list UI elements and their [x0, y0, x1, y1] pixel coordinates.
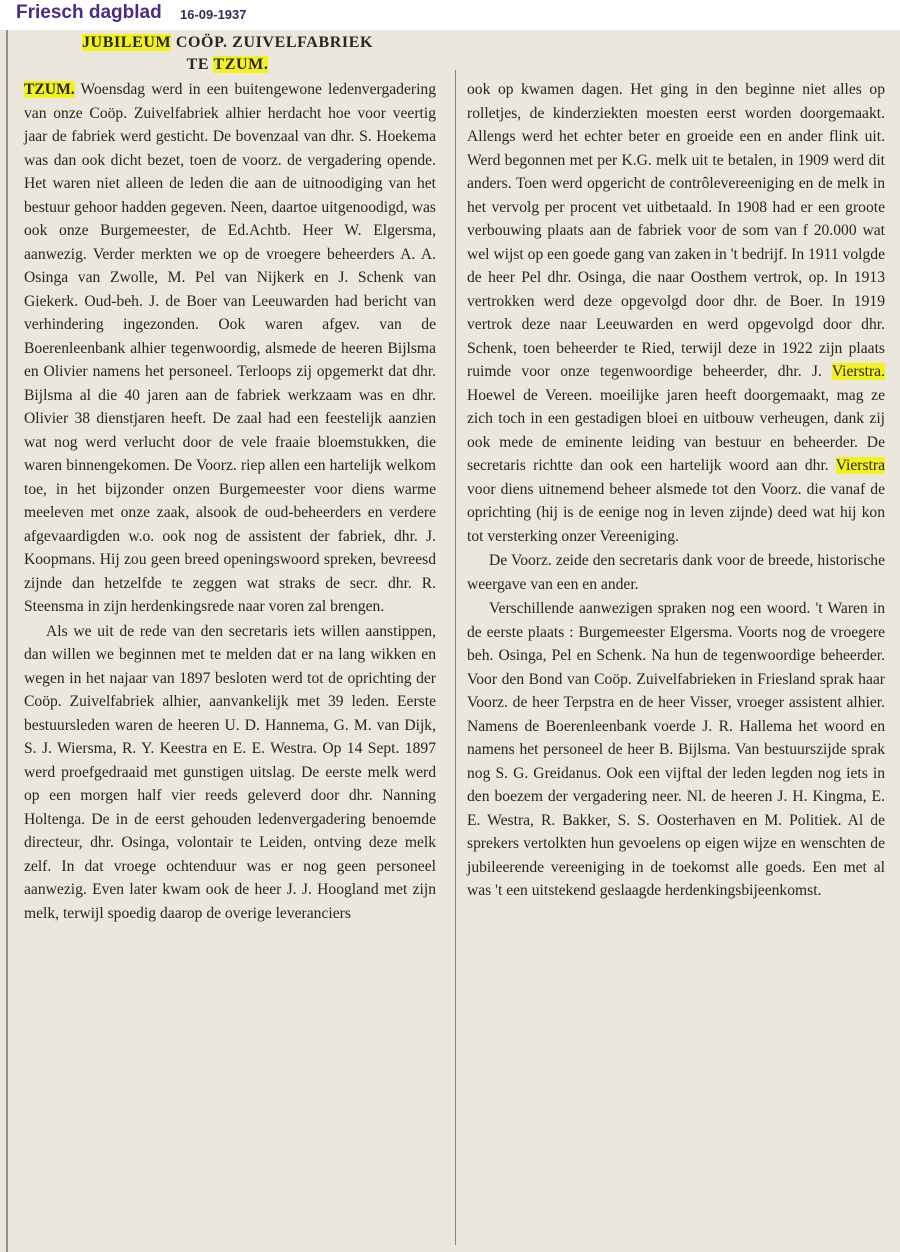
article-column-left	[24, 78, 436, 925]
highlighted-name: Vierstra	[835, 457, 885, 474]
paragraph-text: voor diens uitnemend beheer alsmede tot den Voorz. die vanaf de oprichting (hij is de eenige nog in leven zijnde) deed wat hij kon tot versterking onzer Vereeniging.	[467, 480, 885, 545]
highlighted-headline-word: JUBILEUM	[81, 34, 172, 51]
publication-name: Friesch dagblad	[16, 2, 162, 23]
article-headline	[20, 32, 435, 76]
clipping-edge	[6, 30, 8, 1252]
article-paragraph: Verschillende aanwezigen spraken nog een woord. 't Waren in de eerste plaats : Burgemeester Elgersma. Voorts nog de vroegere beh. Osinga, Pel en Schenk. Na hun de tegenwoordige beheerder. Voor den Bond van Coöp. Zuivelfabrieken in Friesland sprak haar Voorz. de heer Terpstra en de heer Visser, vroeger assistent alhier. Namens de Boerenleenbank voerde J. R. Hallema het woord en namens het personeel de heer B. Bijlsma. Van bestuurszijde sprak nog S. G. Greidanus. Ook een vijftal der leden legden nog iets in den boezem der vergadering neer. Nl. de heeren J. H. Kingma, E. E. Westra, R. Bakker, S. S. Oosterhaven en M. Politiek. Al de sprekers vertolkten hun gevoelens op eigen wijze en wenschten de jubileerende vereeniging in de toekomst alle goeds. Een met al was 't een uitstekend geslaagde herdenkingsbijeenkomst.	[467, 600, 885, 899]
article-column-right	[467, 78, 885, 903]
article-paragraph	[467, 78, 885, 548]
publication-date: 16-09-1937	[180, 7, 247, 22]
highlighted-name: Vierstra.	[831, 363, 885, 380]
article-paragraph	[24, 78, 436, 619]
headline-text: TE	[186, 56, 214, 73]
paragraph-text: Hoewel de Vereen. moeilijke jaren heeft doorgemaakt, mag ze zich toch in een gestadigen bloei en uitbouw verheugen, dank zij ook mede de eminente leiding van bestuur en beheerder. De secretaris richtte dan ook een hartelijk woord aan dhr.	[467, 386, 885, 474]
newspaper-clipping	[0, 30, 900, 1252]
article-paragraph: Als we uit de rede van den secretaris iets willen aanstippen, dan willen we beginnen met te melden dat er na lang wikken en wegen in het najaar van 1897 besloten werd tot de oprichting der Coöp. Zuivelfabriek alhier, aanvankelijk met 39 leden. Eerste bestuursleden waren de heeren U. D. Hannema, G. M. van Dijk, S. J. Wiersma, R. Y. Keestra en E. E. Westra. Op 14 Sept. 1897 werd proefgedraaid met gunstigen uitslag. De eerste melk werd op een morgen half vier reeds geleverd door dhr. Nanning Holtenga. De in de eerst gehouden ledenvergadering benoemde directeur, dhr. Osinga, volontair te Leiden, ontving deze melk zelf. In dat vroege ochtenduur was er nog geen personeel aanwezig. Even later kwam ook de heer J. J. Hoogland met zijn melk, terwijl spoedig daarop de overige leveranciers	[24, 622, 436, 922]
masthead	[0, 0, 900, 30]
paragraph-text: ook op kwamen dagen. Het ging in den beginne niet alles op rolletjes, de kinderziekten moesten eerst worden doorgemaakt. Allengs werd het echter beter en groeide een en ander flink uit. Werd begonnen met per K.G. melk uit te betalen, in 1909 werd dit anders. Toen werd opgericht de contrôlevereeniging en de melk in het vervolg per procent vet uitbetaald. In 1908 had er een groote verbouwing plaats aan de fabriek voor de som van f 20.000 wat wel wijst op een goede gang van zaken in 't bedrijf. In 1911 volgde de heer Pel dhr. Osinga, die naar Oosthem vertrok, op. In 1913 vertrokken werd deze opgevolgd door dhr. de Boer. In 1919 vertrok deze naar Leeuwarden en werd opgevolgd door dhr. Schenk, toen beheerder te Ried, terwijl deze in 1922 zijn plaats ruimde voor onze tegenwoordige beheerder, dhr. J.	[467, 81, 885, 380]
dateline-highlighted: TZUM.	[24, 81, 75, 98]
column-divider	[455, 70, 456, 1245]
headline-line-2	[20, 54, 435, 76]
highlighted-headline-place: TZUM.	[213, 56, 269, 73]
headline-line-1	[20, 32, 435, 54]
article-paragraph: De Voorz. zeide den secretaris dank voor de breede, historische weergave van een en ander.	[467, 552, 885, 593]
paragraph-text: Woensdag werd in een buitengewone ledenvergadering van onze Coöp. Zuivelfabriek alhier herdacht hoe voor veertig jaar de fabriek werd gesticht. De bovenzaal van dhr. S. Hoekema was dan ook dicht bezet, toen de voorz. de vergadering opende. Het waren niet alleen de leden die aan de uitnoodiging van het bestuur gehoor hadden gegeven. Neen, daartoe uitgenoodigd, was ook onze Burgemeester, de Ed.Achtb. Heer W. Elgersma, aanwezig. Verder merkten we op de vroegere beheerders A. A. Osinga van Zwolle, M. Pel van Nijkerk en J. Schenk van Giekerk. Oud-beh. J. de Boer van Leeuwarden had bericht van verhindering ingezonden. Ook waren afgev. van de Boerenleenbank alhier tegenwoordig, alsmede de heeren Bijlsma en Olivier namens het personeel. Terloops zij opgemerkt dat dhr. Bijlsma al die 40 jaren aan de fabriek werkzaam was en dhr. Olivier 38 dienstjaren heeft. De zaal had een feestelijk aanzien wat nog werd verlucht door de vele fraaie bloemstukken, die waren binnengekomen. De Voorz. riep allen een hartelijk welkom toe, in het bijzonder onzen Burgemeester voor diens warme meeleven met onze zaak, alsook de oud-beheerders en verdere afgevaardigden w.o. ook nog de assistent der fabriek, dhr. J. Koopmans. Hij zou geen breed openingswoord spreken, bevreesd zijnde dan hetzelfde te zeggen wat straks de secr. dhr. R. Steensma in zijn herdenkingsrede naar voren zal brengen.	[24, 81, 436, 615]
headline-text: COÖP. ZUIVELFABRIEK	[171, 34, 374, 51]
